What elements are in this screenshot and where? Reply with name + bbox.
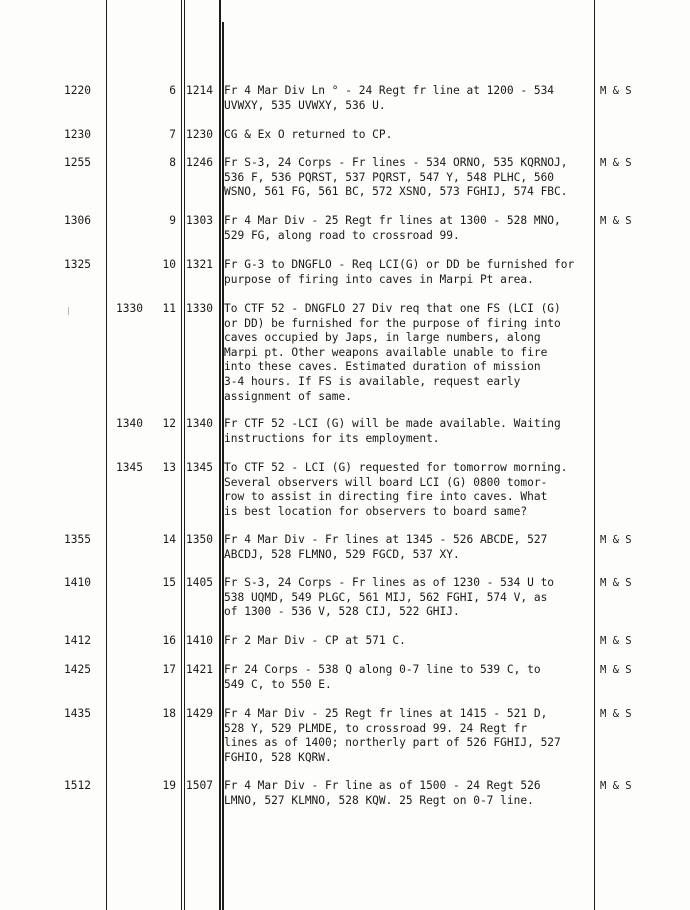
message-line: row to assist in directing fire into caves. What [224,490,548,504]
serial-number: 9 [169,214,176,227]
serial-number: 15 [162,576,176,589]
message-line: Fr 4 Mar Div - 25 Regt fr lines at 1415 - 521 D, [224,707,548,720]
message-line: UVWXY, 535 UVWXY, 536 U. [224,98,386,112]
column-rule [106,0,107,910]
message-line: Fr 4 Mar Div Ln ° - 24 Regt fr line at 1200 - 534 [224,84,555,97]
time-sent: 1345 [116,461,143,474]
time-of-origin: 1345 [186,461,213,474]
message-line: Fr 4 Mar Div - Fr lines at 1345 - 526 ABCDE, 527 [224,533,548,546]
time-received: 1435 [64,707,91,720]
time-of-origin: 1405 [186,576,213,589]
serial-number: 19 [162,779,176,792]
message-line: Several observers will board LCI (G) 0800 tomor- [224,475,548,489]
message-line: purpose of firing into caves in Marpi Pt area. [224,272,534,286]
time-received: 1220 [64,84,91,97]
time-received: 1412 [64,634,91,647]
time-of-origin: 1214 [186,84,213,97]
serial-number: 10 [162,258,176,271]
message-line: 529 FG, along road to crossroad 99. [224,228,460,242]
message-text [224,302,598,404]
message-line: To CTF 52 - DNGFLO 27 Div req that one FS (LCI (G) [224,302,561,315]
distribution: M & S [600,85,632,97]
message-line: instructions for its employment. [224,431,440,445]
distribution: M & S [600,157,632,169]
message-text [224,84,598,113]
message-line: Fr 24 Corps - 538 Q along 0-7 line to 539 C, to [224,663,541,676]
time-of-origin: 1340 [186,417,213,430]
column-rule [184,0,185,910]
message-line: FGHIO, 528 KQRW. [224,750,332,764]
column-rule [219,0,221,910]
message-text [224,128,598,143]
time-of-origin: 1246 [186,156,213,169]
message-line: 549 C, to 550 E. [224,677,332,691]
message-line: of 1300 - 536 V, 528 CIJ, 522 GHIJ. [224,605,460,619]
message-line: or DD) be furnished for the purpose of firing into [224,316,561,330]
distribution: M & S [600,664,632,676]
serial-number: 11 [162,302,176,315]
time-received: 1355 [64,533,91,546]
message-line: 536 F, 536 PQRST, 537 PQRST, 547 Y, 548 PLHC, 560 [224,170,555,184]
time-received: 1425 [64,663,91,676]
message-line: Fr G-3 to DNGFLO - Req LCI(G) or DD be furnished for [224,258,575,271]
margin-mark: | [66,306,71,315]
message-line: Marpi pt. Other weapons available unable to fire [224,345,548,359]
message-line: 538 UQMD, 549 PLGC, 561 MIJ, 562 FGHI, 574 V, as [224,590,548,604]
message-line: To CTF 52 - LCI (G) requested for tomorrow morning. [224,461,568,474]
message-line: Fr 4 Mar Div - 25 Regt fr lines at 1300 - 528 MNO, [224,214,561,227]
serial-number: 6 [169,84,176,97]
message-line: 3-4 hours. If FS is available, request early [224,374,521,388]
column-rule [181,0,182,910]
message-text [224,156,598,200]
serial-number: 18 [162,707,176,720]
time-of-origin: 1330 [186,302,213,315]
message-line: Fr CTF 52 -LCI (G) will be made available. Waiting [224,417,561,430]
message-line: lines as of 1400; northerly part of 526 FGHIJ, 527 [224,736,561,750]
message-line: Fr 2 Mar Div - CP at 571 C. [224,634,406,647]
time-of-origin: 1507 [186,779,213,792]
message-text [224,533,598,562]
serial-number: 13 [162,461,176,474]
message-line: CG & Ex O returned to CP. [224,128,393,141]
message-text [224,663,598,692]
message-text [224,707,598,765]
distribution: M & S [600,534,632,546]
time-of-origin: 1303 [186,214,213,227]
message-text [224,258,598,287]
time-of-origin: 1421 [186,663,213,676]
message-line: Fr S-3, 24 Corps - Fr lines as of 1230 - 534 U to [224,576,555,589]
serial-number: 8 [169,156,176,169]
message-line: LMNO, 527 KLMNO, 528 KQW. 25 Regt on 0-7 line. [224,793,534,807]
message-line: into these caves. Estimated duration of mission [224,360,541,374]
message-line: 528 Y, 529 PLMDE, to crossroad 99. 24 Regt fr [224,721,528,735]
time-received: 1230 [64,128,91,141]
time-received: 1512 [64,779,91,792]
message-text [224,417,598,446]
distribution: M & S [600,635,632,647]
serial-number: 16 [162,634,176,647]
distribution: M & S [600,577,632,589]
message-text [224,576,598,620]
time-of-origin: 1429 [186,707,213,720]
serial-number: 17 [162,663,176,676]
distribution: M & S [600,708,632,720]
message-line: Fr S-3, 24 Corps - Fr lines - 534 ORNO, 535 KQRNOJ, [224,156,568,169]
serial-number: 7 [169,128,176,141]
time-received: 1410 [64,576,91,589]
message-line: Fr 4 Mar Div - Fr line as of 1500 - 24 Regt 526 [224,779,541,792]
message-line: caves occupied by Japs, in large numbers, along [224,331,541,345]
serial-number: 14 [162,533,176,546]
time-sent: 1340 [116,417,143,430]
message-text [224,779,598,808]
time-received: 1306 [64,214,91,227]
message-line: ABCDJ, 528 FLMNO, 529 FGCD, 537 XY. [224,547,460,561]
message-text [224,461,598,519]
message-text [224,634,598,649]
time-received: 1325 [64,258,91,271]
time-sent: 1330 [116,302,143,315]
distribution: M & S [600,215,632,227]
time-received: 1255 [64,156,91,169]
time-of-origin: 1321 [186,258,213,271]
time-of-origin: 1410 [186,634,213,647]
serial-number: 12 [162,417,176,430]
message-line: WSNO, 561 FG, 561 BC, 572 XSNO, 573 FGHIJ, 574 FBC. [224,185,568,199]
message-text [224,214,598,243]
distribution: M & S [600,780,632,792]
message-line: assignment of same. [224,389,352,403]
message-line: is best location for observers to board same? [224,504,528,518]
time-of-origin: 1230 [186,128,213,141]
time-of-origin: 1350 [186,533,213,546]
